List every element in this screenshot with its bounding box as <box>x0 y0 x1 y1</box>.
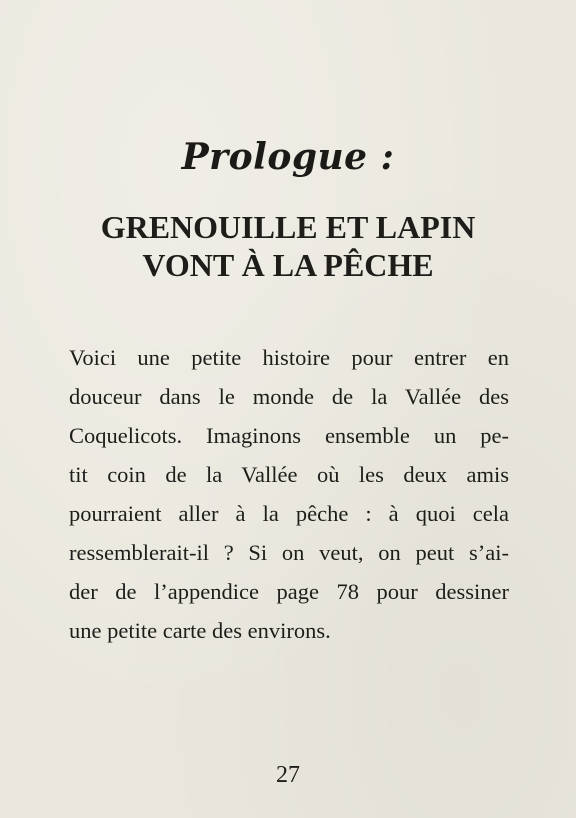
paragraph-line: une petite carte des environs. <box>69 618 331 643</box>
body-paragraph <box>69 338 509 650</box>
paragraph-line: Voici une petite histoire pour entrer en <box>69 345 509 370</box>
paragraph-line: Coquelicots. Imaginons ensemble un pe- <box>69 423 509 448</box>
paragraph-line: tit coin de la Vallée où les deux amis <box>69 462 509 487</box>
paragraph-line: pourraient aller à la pêche : à quoi cela <box>69 501 509 526</box>
chapter-title <box>0 208 576 284</box>
prologue-heading: Prologue : <box>181 136 395 178</box>
paragraph-line: douceur dans le monde de la Vallée des <box>69 384 509 409</box>
paragraph-line: der de l’appendice page 78 pour dessiner <box>69 579 509 604</box>
chapter-title-line-1: GRENOUILLE ET LAPIN <box>100 209 476 245</box>
page-number: 27 <box>276 762 300 788</box>
paragraph-line: ressemblerait-il ? Si on veut, on peut s’ai- <box>69 540 509 565</box>
chapter-title-line-2: VONT À LA PÊCHE <box>142 247 434 283</box>
